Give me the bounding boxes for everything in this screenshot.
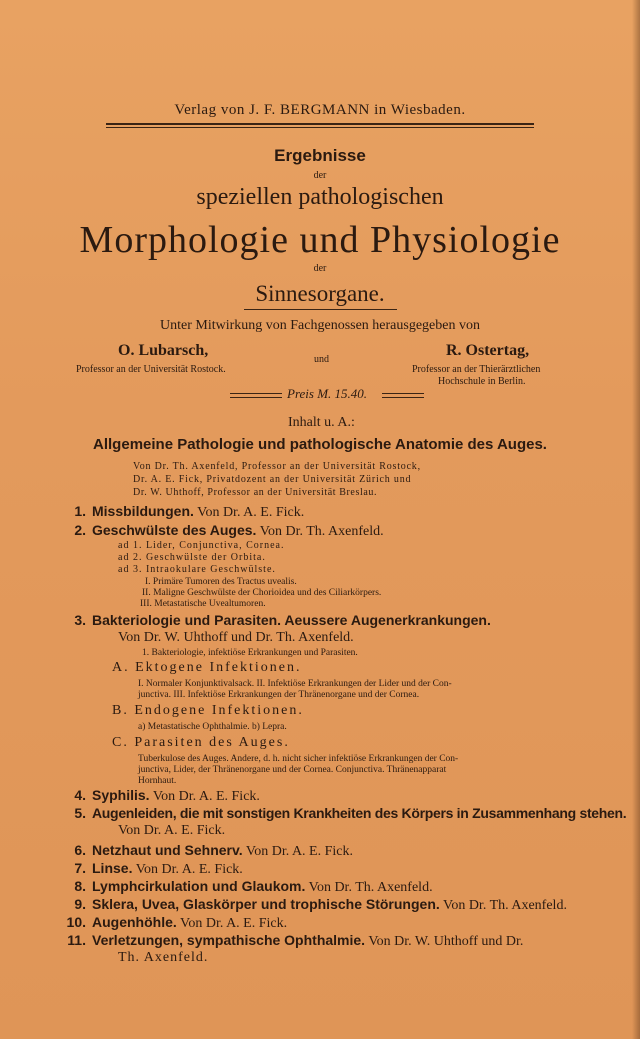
section-heading: Allgemeine Pathologie und pathologische Anatomie des Auges. xyxy=(93,436,547,453)
sub-line: I. Normaler Konjunktivalsack. II. Infektiöse Erkrankungen der Lider und der Con- xyxy=(138,679,452,689)
title-der-1: der xyxy=(313,170,327,181)
list-item: 9. Sklera, Uvea, Glaskörper und trophische Störungen. Von Dr. Th. Axenfeld. xyxy=(74,896,567,913)
subsection-heading: C. Parasiten des Auges. xyxy=(112,735,290,750)
title-underline xyxy=(244,309,397,310)
sub-line: junctiva, Lider, der Thränenorgane und der Cornea. Conjunctiva. Thränenapparat xyxy=(138,765,447,775)
list-item: 10. Augenhöhle. Von Dr. A. E. Fick. xyxy=(66,914,288,931)
item-author: Von Dr. A. E. Fick. xyxy=(118,823,226,838)
editor-right-name: R. Ostertag, xyxy=(446,342,530,359)
price: Preis M. 15.40. xyxy=(287,386,368,401)
list-item: 4. Syphilis. Von Dr. A. E. Fick. xyxy=(74,787,260,804)
sub-sub-line: I. Primäre Tumoren des Tractus uvealis. xyxy=(145,577,297,587)
list-item: 2. Geschwülste des Auges. Von Dr. Th. Axenfeld. xyxy=(74,522,384,539)
editor-right-title-2: Hochschule in Berlin. xyxy=(438,376,526,387)
sub-line: ad 1. Lider, Conjunctiva, Cornea. xyxy=(118,540,285,551)
contents-intro: Inhalt u. A.: xyxy=(288,415,355,430)
author-line-1: Von Dr. Th. Axenfeld, Professor an der Universität Rostock, xyxy=(133,461,421,472)
editor-left-title: Professor an der Universität Rostock. xyxy=(76,364,226,375)
list-item: 1. Missbildungen. Von Dr. A. E. Fick. xyxy=(74,503,305,520)
editors-und: und xyxy=(314,354,329,365)
subsection-heading: B. Endogene Infektionen. xyxy=(112,703,304,718)
header-rule-2 xyxy=(106,127,534,128)
price-rule-right-2 xyxy=(382,397,424,398)
sub-line: Tuberkulose des Auges. Andere, d. h. nicht sicher infektiöse Erkrankungen der Con- xyxy=(138,754,459,764)
publisher-line: Verlag von J. F. BERGMANN in Wiesbaden. xyxy=(174,102,466,118)
sub-line: junctiva. III. Infektiöse Erkrankungen der Thränenorgane und der Cornea. xyxy=(138,690,420,700)
editor-right-title-1: Professor an der Thierärztlichen xyxy=(412,364,541,375)
sub-line: a) Metastatische Ophthalmie. b) Lepra. xyxy=(138,722,287,732)
price-rule-left-1 xyxy=(230,393,282,394)
list-item: 8. Lymphcirkulation und Glaukom. Von Dr. Th. Axenfeld. xyxy=(74,878,433,895)
title-ergebnisse: Ergebnisse xyxy=(274,146,366,165)
author-line-3: Dr. W. Uhthoff, Professor an der Universität Breslau. xyxy=(133,487,378,498)
list-item: 5. Augenleiden, die mit sonstigen Krankheiten des Körpers in Zusammenhang stehen. xyxy=(74,805,627,821)
list-item: 6. Netzhaut und Sehnerv. Von Dr. A. E. Fick. xyxy=(74,842,353,859)
header-rule-1 xyxy=(106,123,534,125)
editor-left-name: O. Lubarsch, xyxy=(118,342,209,359)
price-rule-left-2 xyxy=(230,397,282,398)
list-item: 3. Bakteriologie und Parasiten. Aeussere Augenerkrankungen. xyxy=(74,612,491,628)
collaboration-line: Unter Mitwirkung von Fachgenossen herausgegeben von xyxy=(160,318,480,333)
subsection-heading: A. Ektogene Infektionen. xyxy=(112,660,302,675)
item-author: Von Dr. W. Uhthoff und Dr. Th. Axenfeld. xyxy=(118,630,354,645)
list-item: 7. Linse. Von Dr. A. E. Fick. xyxy=(74,860,243,877)
title-der-2: der xyxy=(313,263,327,274)
sub-line: ad 2. Geschwülste der Orbita. xyxy=(118,552,266,563)
item-author: Th. Axenfeld. xyxy=(118,950,209,965)
sub-line: Hornhaut. xyxy=(138,776,177,786)
title-speziellen: speziellen pathologischen xyxy=(196,184,444,210)
sub-line: ad 3. Intraokulare Geschwülste. xyxy=(118,564,276,575)
title-sinnesorgane: Sinnesorgane. xyxy=(255,281,385,306)
sub-line: 1. Bakteriologie, infektiöse Erkrankungen und Parasiten. xyxy=(142,648,358,658)
list-item: 11. Verletzungen, sympathische Ophthalmie. Von Dr. W. Uhthoff und Dr. xyxy=(67,932,524,949)
author-line-2: Dr. A. E. Fick, Privatdozent an der Universität Zürich und xyxy=(133,474,412,485)
sub-sub-line: II. Maligne Geschwülste der Chorioidea und des Ciliarkörpers. xyxy=(142,588,382,598)
title-morphologie: Morphologie und Physiologie xyxy=(79,219,561,261)
price-rule-right-1 xyxy=(382,393,424,394)
sub-sub-line: III. Metastatische Uvealtumoren. xyxy=(140,599,266,609)
